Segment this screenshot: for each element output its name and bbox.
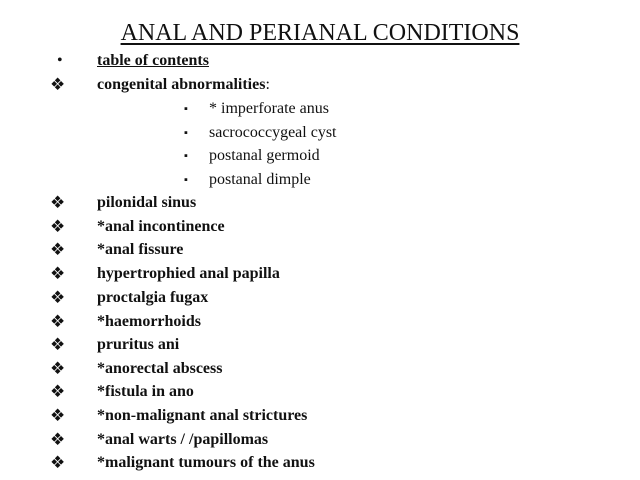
diamond-bullet-icon: ❖ bbox=[50, 335, 66, 354]
toc-link[interactable]: table of contents bbox=[97, 52, 209, 69]
list-item bbox=[0, 334, 640, 356]
square-bullet-icon: ▪ bbox=[184, 174, 188, 186]
sub-list-item bbox=[0, 169, 640, 191]
sub-item-label: * imperforate anus bbox=[209, 100, 329, 117]
list-item-label: pilonidal sinus bbox=[97, 194, 197, 211]
diamond-bullet-icon: ❖ bbox=[50, 406, 66, 425]
congenital-label: congenital abnormalities bbox=[97, 76, 266, 93]
list-item-label: hypertrophied anal papilla bbox=[97, 265, 280, 282]
list-item bbox=[0, 429, 640, 451]
square-bullet-icon: ▪ bbox=[184, 103, 188, 115]
diamond-bullet-icon: ❖ bbox=[50, 193, 66, 212]
list-item-label: *anal warts / /papillomas bbox=[97, 431, 269, 448]
list-item bbox=[0, 239, 640, 261]
list-item bbox=[0, 287, 640, 309]
list-item-label: *fistula in ano bbox=[97, 383, 194, 400]
list-item-label: *malignant tumours of the anus bbox=[97, 454, 315, 471]
bullet-dot-icon: • bbox=[57, 52, 63, 69]
list-item bbox=[0, 452, 640, 474]
list-item-label: *anal incontinence bbox=[97, 218, 225, 235]
square-bullet-icon: ▪ bbox=[184, 150, 188, 162]
diamond-bullet-icon: ❖ bbox=[50, 75, 66, 94]
list-item-label: proctalgia fugax bbox=[97, 289, 209, 306]
diamond-bullet-icon: ❖ bbox=[50, 359, 66, 378]
list-item bbox=[0, 263, 640, 285]
sub-list-item bbox=[0, 145, 640, 167]
diamond-bullet-icon: ❖ bbox=[50, 240, 66, 259]
diamond-bullet-icon: ❖ bbox=[50, 382, 66, 401]
congenital-heading bbox=[97, 74, 270, 96]
square-bullet-icon: ▪ bbox=[184, 127, 188, 139]
sub-list-item bbox=[0, 98, 640, 120]
list-item-label: *anal fissure bbox=[97, 241, 184, 258]
diamond-bullet-icon: ❖ bbox=[50, 288, 66, 307]
list-item bbox=[0, 311, 640, 333]
diamond-bullet-icon: ❖ bbox=[50, 264, 66, 283]
list-item-congenital bbox=[0, 74, 640, 96]
diamond-bullet-icon: ❖ bbox=[50, 312, 66, 331]
list-item-label: *anorectal abscess bbox=[97, 360, 223, 377]
list-item bbox=[0, 216, 640, 238]
diamond-bullet-icon: ❖ bbox=[50, 217, 66, 236]
list-item-label: pruritus ani bbox=[97, 336, 180, 353]
slide-title: ANAL AND PERIANAL CONDITIONS bbox=[120, 20, 520, 46]
list-item bbox=[0, 405, 640, 427]
congenital-colon: : bbox=[265, 76, 270, 93]
sub-item-label: postanal germoid bbox=[209, 147, 320, 164]
diamond-bullet-icon: ❖ bbox=[50, 453, 66, 472]
list-item-label: *non-malignant anal strictures bbox=[97, 407, 308, 424]
sub-list-item bbox=[0, 122, 640, 144]
sub-item-label: sacrococcygeal cyst bbox=[209, 124, 337, 141]
list-item bbox=[0, 358, 640, 380]
sub-item-label: postanal dimple bbox=[209, 171, 311, 188]
toc-row[interactable] bbox=[0, 50, 640, 72]
list-item-label: *haemorrhoids bbox=[97, 313, 201, 330]
list-item bbox=[0, 381, 640, 403]
list-item bbox=[0, 192, 640, 214]
diamond-bullet-icon: ❖ bbox=[50, 430, 66, 449]
